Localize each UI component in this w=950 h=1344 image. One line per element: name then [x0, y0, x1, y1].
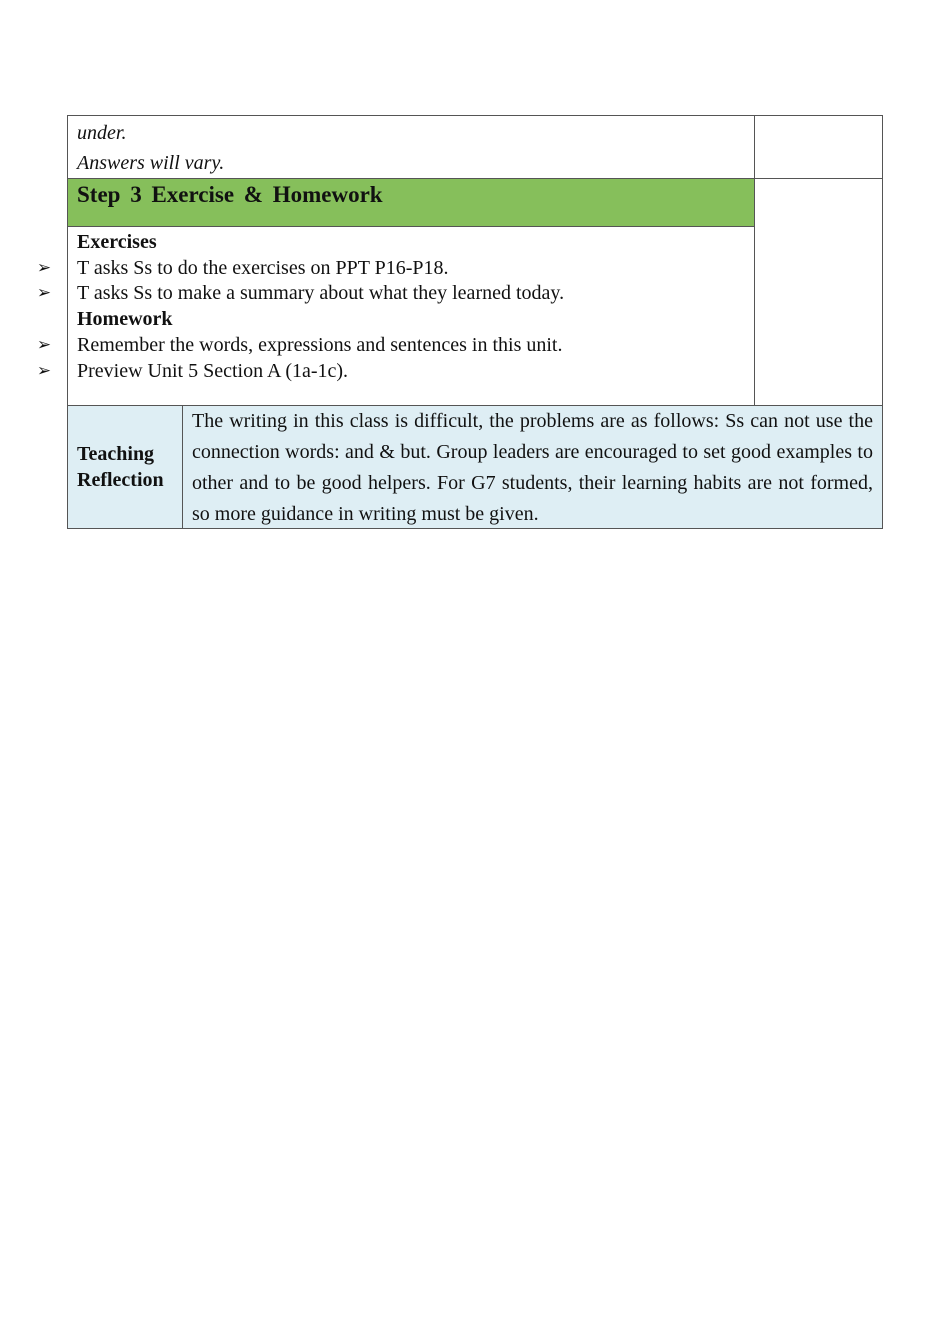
arrow-bullet-icon: ➢ [36, 334, 52, 355]
reflection-label-line-2: Reflection [77, 469, 164, 491]
arrow-bullet-icon: ➢ [36, 257, 52, 278]
exercise-item-text: T asks Ss to do the exercises on PPT P16-P18. [77, 256, 449, 279]
answers-side-cell [755, 116, 882, 178]
teaching-reflection-text: The writing in this class is difficult, the problems are as follows: Ss can not use the connection words: and & but. Group leaders are encouraged to set good examples to other and to be good helpers. For G7 students, their learning habits are not formed, so more guidance in writing must be given. [192, 410, 873, 525]
homework-item-1 [36, 333, 745, 359]
step-3-row [36, 179, 883, 405]
step-3-body [36, 227, 754, 405]
exercise-item-1 [36, 256, 745, 282]
exercise-item-2 [36, 281, 745, 307]
answers-row [67, 115, 883, 179]
homework-item-text: Remember the words, expressions and sentences in this unit. [77, 333, 563, 356]
teaching-reflection-row [67, 405, 883, 529]
step-3-side-cell [755, 179, 882, 405]
reflection-label-line-1: Teaching [77, 443, 155, 465]
answers-text-line-2: Answers will vary. [77, 152, 225, 174]
teaching-reflection-label [68, 406, 183, 528]
homework-item-2 [36, 359, 745, 385]
arrow-bullet-icon: ➢ [36, 360, 52, 381]
answers-cell [68, 116, 755, 178]
arrow-bullet-icon: ➢ [36, 283, 52, 304]
homework-heading: Homework [77, 308, 173, 331]
exercises-heading: Exercises [77, 231, 157, 253]
lesson-plan-table [36, 115, 883, 529]
answers-text-line-1: under. [77, 122, 127, 144]
homework-item-text: Preview Unit 5 Section A (1a-1c). [77, 359, 349, 382]
exercise-item-text: T asks Ss to make a summary about what they learned today. [77, 282, 565, 305]
step-3-title: Step 3 Exercise & Homework [68, 179, 754, 227]
step-3-main-cell [36, 179, 755, 405]
